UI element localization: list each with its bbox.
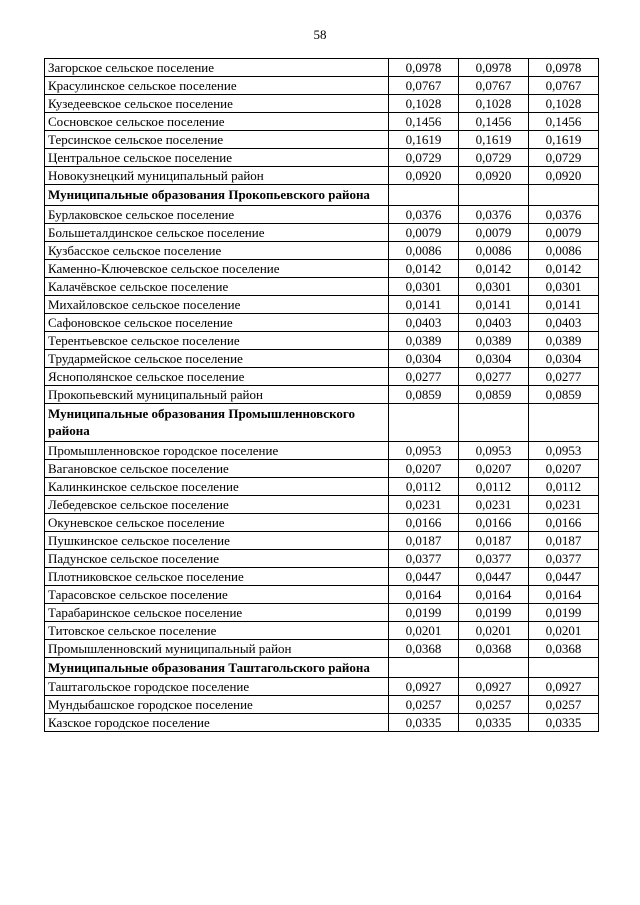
value-cell-3: 0,0207: [529, 459, 599, 477]
table-row: [45, 441, 599, 459]
value-cell-1: 0,0201: [389, 621, 459, 639]
empty-cell: [389, 403, 459, 441]
table-row: [45, 95, 599, 113]
table-row: [45, 349, 599, 367]
municipality-name: Сосновское сельское поселение: [45, 113, 389, 131]
value-cell-1: 0,0377: [389, 549, 459, 567]
empty-cell: [389, 185, 459, 206]
value-cell-3: 0,0767: [529, 77, 599, 95]
value-cell-1: 0,0199: [389, 603, 459, 621]
municipality-name: Калинкинское сельское поселение: [45, 477, 389, 495]
table-row: [45, 678, 599, 696]
value-cell-2: 0,0301: [459, 277, 529, 295]
value-cell-3: 0,0389: [529, 331, 599, 349]
value-cell-3: 0,0199: [529, 603, 599, 621]
section-title: Муниципальные образования Таштагольского района: [45, 657, 389, 678]
table-row: [45, 621, 599, 639]
value-cell-2: 0,0142: [459, 259, 529, 277]
value-cell-2: 0,0368: [459, 639, 529, 657]
table-row: [45, 477, 599, 495]
value-cell-2: 0,1619: [459, 131, 529, 149]
value-cell-1: 0,0166: [389, 513, 459, 531]
value-cell-3: 0,0859: [529, 385, 599, 403]
value-cell-1: 0,0859: [389, 385, 459, 403]
municipality-name: Яснополянское сельское поселение: [45, 367, 389, 385]
value-cell-3: 0,0301: [529, 277, 599, 295]
table-row: [45, 167, 599, 185]
municipality-name: Загорское сельское поселение: [45, 59, 389, 77]
value-cell-2: 0,0927: [459, 678, 529, 696]
value-cell-1: 0,0729: [389, 149, 459, 167]
value-cell-3: 0,0920: [529, 167, 599, 185]
page-number: 58: [313, 27, 327, 42]
table-row: [45, 385, 599, 403]
value-cell-2: 0,0304: [459, 349, 529, 367]
table-row: [45, 223, 599, 241]
value-cell-2: 0,0164: [459, 585, 529, 603]
municipality-name: Каменно-Ключевское сельское поселение: [45, 259, 389, 277]
municipality-name: Окуневское сельское поселение: [45, 513, 389, 531]
municipality-name: Промышленновский муниципальный район: [45, 639, 389, 657]
value-cell-3: 0,0112: [529, 477, 599, 495]
value-cell-1: 0,0927: [389, 678, 459, 696]
municipality-name: Большеталдинское сельское поселение: [45, 223, 389, 241]
value-cell-3: 0,0164: [529, 585, 599, 603]
municipality-name: Красулинское сельское поселение: [45, 77, 389, 95]
value-cell-1: 0,0304: [389, 349, 459, 367]
table-row: [45, 513, 599, 531]
value-cell-2: 0,0377: [459, 549, 529, 567]
table-row: [45, 459, 599, 477]
value-cell-3: 0,0166: [529, 513, 599, 531]
value-cell-3: 0,0142: [529, 259, 599, 277]
value-cell-3: 0,0187: [529, 531, 599, 549]
value-cell-1: 0,0207: [389, 459, 459, 477]
value-cell-1: 0,0403: [389, 313, 459, 331]
section-title: Муниципальные образования Прокопьевского района: [45, 185, 389, 206]
section-header-row: [45, 403, 599, 441]
value-cell-1: 0,0187: [389, 531, 459, 549]
value-cell-2: 0,0207: [459, 459, 529, 477]
municipality-name: Калачёвское сельское поселение: [45, 277, 389, 295]
municipality-name: Казское городское поселение: [45, 714, 389, 732]
value-cell-2: 0,0141: [459, 295, 529, 313]
value-cell-2: 0,0953: [459, 441, 529, 459]
municipality-name: Пушкинское сельское поселение: [45, 531, 389, 549]
value-cell-1: 0,0301: [389, 277, 459, 295]
value-cell-3: 0,0141: [529, 295, 599, 313]
empty-cell: [389, 657, 459, 678]
municipality-name: Кузедеевское сельское поселение: [45, 95, 389, 113]
value-cell-2: 0,0335: [459, 714, 529, 732]
table-row: [45, 277, 599, 295]
table-row: [45, 367, 599, 385]
table-row: [45, 241, 599, 259]
value-cell-3: 0,1028: [529, 95, 599, 113]
value-cell-2: 0,0257: [459, 696, 529, 714]
value-cell-2: 0,1456: [459, 113, 529, 131]
value-cell-2: 0,0187: [459, 531, 529, 549]
municipality-name: Мундыбашское городское поселение: [45, 696, 389, 714]
municipality-name: Лебедевское сельское поселение: [45, 495, 389, 513]
value-cell-2: 0,0767: [459, 77, 529, 95]
section-title: Муниципальные образования Промышленновского района: [45, 403, 389, 441]
value-cell-2: 0,0199: [459, 603, 529, 621]
value-cell-2: 0,1028: [459, 95, 529, 113]
value-cell-3: 0,0403: [529, 313, 599, 331]
table-row: [45, 113, 599, 131]
table-row: [45, 714, 599, 732]
table-row: [45, 77, 599, 95]
value-cell-2: 0,0376: [459, 205, 529, 223]
municipality-name: Тарабаринское сельское поселение: [45, 603, 389, 621]
value-cell-3: 0,0978: [529, 59, 599, 77]
table-row: [45, 495, 599, 513]
value-cell-2: 0,0447: [459, 567, 529, 585]
value-cell-3: 0,0079: [529, 223, 599, 241]
value-cell-3: 0,0335: [529, 714, 599, 732]
table-row: [45, 205, 599, 223]
municipality-name: Терентьевское сельское поселение: [45, 331, 389, 349]
section-header-row: [45, 657, 599, 678]
municipality-name: Терсинское сельское поселение: [45, 131, 389, 149]
value-cell-2: 0,0920: [459, 167, 529, 185]
value-cell-3: 0,0231: [529, 495, 599, 513]
value-cell-3: 0,0376: [529, 205, 599, 223]
municipality-name: Трудармейское сельское поселение: [45, 349, 389, 367]
value-cell-1: 0,0920: [389, 167, 459, 185]
coefficients-table: [44, 58, 599, 732]
value-cell-3: 0,0377: [529, 549, 599, 567]
table-row: [45, 603, 599, 621]
empty-cell: [529, 657, 599, 678]
table-row: [45, 567, 599, 585]
empty-cell: [529, 403, 599, 441]
value-cell-1: 0,0376: [389, 205, 459, 223]
value-cell-2: 0,0277: [459, 367, 529, 385]
municipality-name: Плотниковское сельское поселение: [45, 567, 389, 585]
value-cell-3: 0,0086: [529, 241, 599, 259]
table-row: [45, 131, 599, 149]
municipality-name: Кузбасское сельское поселение: [45, 241, 389, 259]
value-cell-3: 0,1456: [529, 113, 599, 131]
empty-cell: [529, 185, 599, 206]
table-row: [45, 295, 599, 313]
municipality-name: Прокопьевский муниципальный район: [45, 385, 389, 403]
value-cell-2: 0,0403: [459, 313, 529, 331]
value-cell-3: 0,1619: [529, 131, 599, 149]
value-cell-3: 0,0257: [529, 696, 599, 714]
value-cell-1: 0,0389: [389, 331, 459, 349]
value-cell-2: 0,0729: [459, 149, 529, 167]
municipality-name: Падунское сельское поселение: [45, 549, 389, 567]
value-cell-1: 0,1028: [389, 95, 459, 113]
municipality-name: Сафоновское сельское поселение: [45, 313, 389, 331]
value-cell-1: 0,0112: [389, 477, 459, 495]
value-cell-1: 0,0978: [389, 59, 459, 77]
municipality-name: Новокузнецкий муниципальный район: [45, 167, 389, 185]
value-cell-3: 0,0368: [529, 639, 599, 657]
value-cell-1: 0,0086: [389, 241, 459, 259]
value-cell-2: 0,0086: [459, 241, 529, 259]
value-cell-2: 0,0978: [459, 59, 529, 77]
value-cell-1: 0,0953: [389, 441, 459, 459]
municipality-name: Титовское сельское поселение: [45, 621, 389, 639]
table-row: [45, 331, 599, 349]
table-row: [45, 259, 599, 277]
value-cell-1: 0,1619: [389, 131, 459, 149]
table-row: [45, 59, 599, 77]
value-cell-2: 0,0201: [459, 621, 529, 639]
value-cell-1: 0,0368: [389, 639, 459, 657]
table-row: [45, 531, 599, 549]
municipality-name: Таштагольское городское поселение: [45, 678, 389, 696]
value-cell-1: 0,0335: [389, 714, 459, 732]
municipality-name: Бурлаковское сельское поселение: [45, 205, 389, 223]
value-cell-1: 0,0257: [389, 696, 459, 714]
value-cell-2: 0,0389: [459, 331, 529, 349]
table-row: [45, 549, 599, 567]
municipality-name: Михайловское сельское поселение: [45, 295, 389, 313]
table-row: [45, 639, 599, 657]
empty-cell: [459, 185, 529, 206]
municipality-name: Промышленновское городское поселение: [45, 441, 389, 459]
table-row: [45, 696, 599, 714]
empty-cell: [459, 657, 529, 678]
value-cell-1: 0,0141: [389, 295, 459, 313]
empty-cell: [459, 403, 529, 441]
section-header-row: [45, 185, 599, 206]
value-cell-2: 0,0231: [459, 495, 529, 513]
value-cell-1: 0,0277: [389, 367, 459, 385]
value-cell-3: 0,0927: [529, 678, 599, 696]
value-cell-1: 0,0079: [389, 223, 459, 241]
value-cell-1: 0,0447: [389, 567, 459, 585]
table-row: [45, 149, 599, 167]
value-cell-3: 0,0304: [529, 349, 599, 367]
value-cell-1: 0,0164: [389, 585, 459, 603]
municipality-name: Центральное сельское поселение: [45, 149, 389, 167]
value-cell-1: 0,0231: [389, 495, 459, 513]
value-cell-1: 0,0767: [389, 77, 459, 95]
municipality-name: Вагановское сельское поселение: [45, 459, 389, 477]
value-cell-2: 0,0079: [459, 223, 529, 241]
value-cell-1: 0,0142: [389, 259, 459, 277]
value-cell-2: 0,0112: [459, 477, 529, 495]
table-body: [45, 59, 599, 732]
value-cell-1: 0,1456: [389, 113, 459, 131]
value-cell-2: 0,0859: [459, 385, 529, 403]
value-cell-3: 0,0447: [529, 567, 599, 585]
table-row: [45, 585, 599, 603]
value-cell-3: 0,0729: [529, 149, 599, 167]
value-cell-3: 0,0277: [529, 367, 599, 385]
municipality-name: Тарасовское сельское поселение: [45, 585, 389, 603]
table-row: [45, 313, 599, 331]
value-cell-2: 0,0166: [459, 513, 529, 531]
value-cell-3: 0,0201: [529, 621, 599, 639]
value-cell-3: 0,0953: [529, 441, 599, 459]
